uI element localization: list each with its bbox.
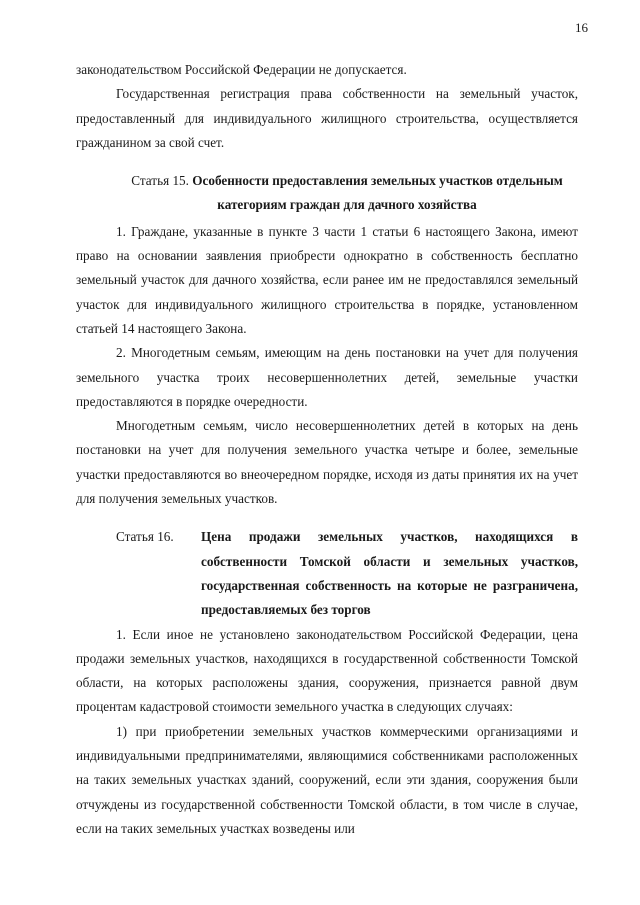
paragraph: 1. Граждане, указанные в пункте 3 части 1 статьи 6 настоящего Закона, имеют право на основании заявления приобрести однократно в собственность бесплатно земельный участок для дачного хозяйства, если ранее им не предоставлялся земельный участок для индивидуального жилищного строительства в порядке, установленном статьей 14 настоящего Закона.	[76, 223, 578, 336]
paragraph: Многодетным семьям, число несовершеннолетних детей в которых на день постановки на учет для получения земельного участка четыре и более, земельные участки предоставляются во внеочередном порядке, исходя из даты принятия их на учет для получения земельных участков.	[76, 418, 578, 507]
article-15-heading	[76, 169, 578, 218]
paragraph: 1. Если иное не установлено законодательством Российской Федерации, цена продажи земельных участков, находящихся в государственной собственности Томской области, на которых расположены здания, сооружения, признается равной двум процентам кадастровой стоимости земельного участка в следующих случаях:	[76, 626, 578, 715]
article-15-title: Особенности предоставления земельных участков отдельным категориям граждан для дачного хозяйства	[192, 173, 563, 213]
article-15-label: Статья 15.	[131, 173, 189, 189]
document-body	[76, 58, 578, 841]
paragraph: законодательством Российской Федерации не допускается.	[76, 62, 407, 77]
paragraph: 2. Многодетным семьям, имеющим на день постановки на учет для получения земельного участка троих несовершеннолетних детей, земельные участки предоставляются в порядке очередности.	[76, 345, 578, 409]
article-16-title: Цена продажи земельных участков, находящихся в собственности Томской области и земельных участков, государственная собственность на которые не разграничена, предоставляемых без торгов	[201, 529, 578, 618]
article-16-heading	[76, 525, 578, 622]
page-number: 16	[575, 20, 588, 35]
paragraph: 1) при приобретении земельных участков коммерческими организациями и индивидуальными предпринимателями, являющимися собственниками расположенных на таких земельных участках зданий, сооружений, если эти здания, сооружения были отчуждены из государственной собственности Томской области, в том числе в случае, если на таких земельных участках возведены или	[76, 723, 578, 836]
article-16-label: Статья 16.	[116, 529, 174, 545]
paragraph: Государственная регистрация права собственности на земельный участок, предоставленный для индивидуального жилищного строительства, осуществляется гражданином за свой счет.	[76, 86, 578, 150]
